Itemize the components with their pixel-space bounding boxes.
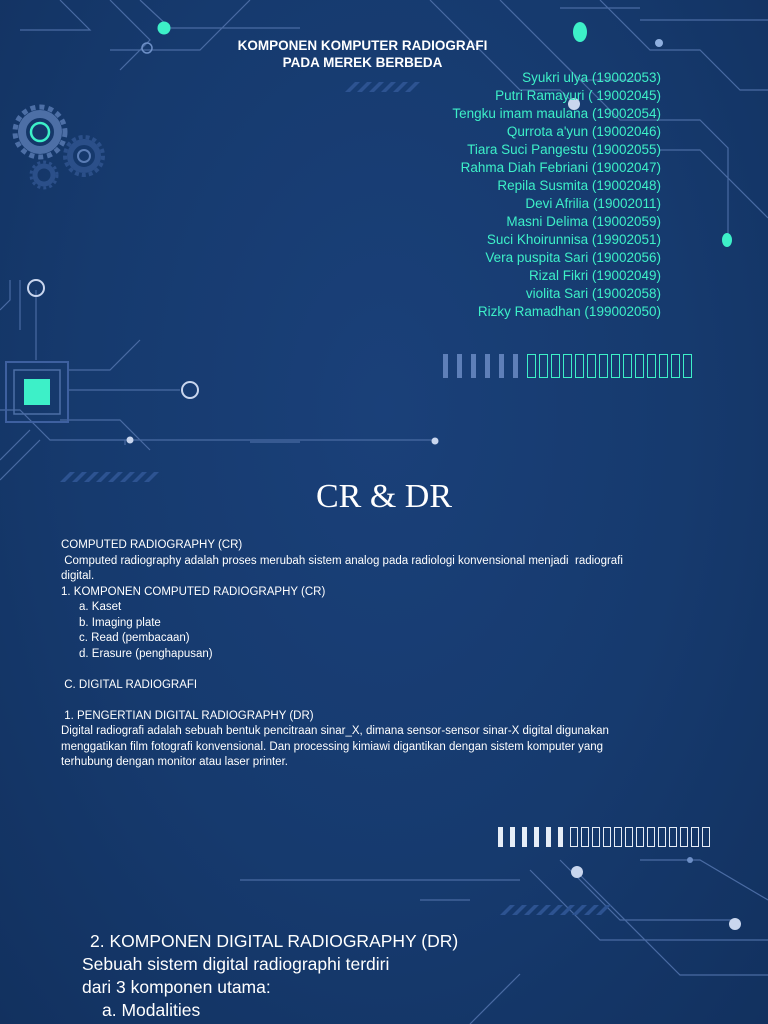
accent-dot — [573, 22, 587, 42]
document-body — [61, 538, 711, 771]
author-item: Rizal Fikri (19002049) — [528, 268, 661, 283]
accent-dot — [722, 233, 732, 247]
author-item: violita Sari (19002058) — [525, 286, 661, 301]
title-line-2: PADA MEREK BERBEDA — [282, 55, 443, 70]
author-item: Masni Delima (19002059) — [506, 214, 661, 229]
title-line-1: KOMPONEN KOMPUTER RADIOGRAFI — [237, 38, 488, 53]
dr-components-title: 2. KOMPONEN DIGITAL RADIOGRAPHY (DR) — [90, 931, 459, 951]
dr-definition-line: menggatikan film fotografi konvensional. Dan processing kimiawi digantikan dengan sistem komputer yang — [61, 740, 604, 753]
cr-definition-line: Computed radiography adalah proses merubah sistem analog pada radiologi konvensional menjadi radiografi — [61, 554, 623, 567]
dr-components-intro: Sebuah sistem digital radiographi terdiri — [82, 954, 390, 974]
section-heading: CR & DR — [315, 478, 453, 515]
cr-title: COMPUTED RADIOGRAPHY (CR) — [61, 539, 243, 551]
cr-components-title: 1. KOMPONEN COMPUTED RADIOGRAPHY (CR) — [61, 585, 326, 598]
author-item: Rahma Diah Febriani (19002047) — [460, 160, 661, 175]
dr-definition-line: Digital radiografi adalah sebuah bentuk pencitraan sinar_X, dimana sensor-sensor sinar-X digital digunakan — [61, 725, 609, 737]
author-item: Repila Susmita (19002048) — [497, 178, 661, 193]
cr-component-item: c. Read (pembacaan) — [79, 632, 190, 644]
dr-definition-line: terhubung dengan monitor atau laser printer. — [61, 756, 288, 768]
cr-component-item: b. Imaging plate — [79, 616, 161, 629]
chip-icon — [6, 280, 198, 422]
gear-icon — [22, 114, 58, 150]
author-list — [452, 69, 661, 321]
dr-components-intro: dari 3 komponen utama: — [82, 977, 271, 997]
document-title — [200, 37, 525, 71]
author-item: Vera puspita Sari (19002056) — [485, 250, 661, 265]
cr-component-item: a. Kaset — [79, 601, 122, 613]
author-item: Tengku imam maulana (19002054) — [452, 106, 661, 121]
accent-dot — [158, 22, 171, 35]
decorative-bars-top — [443, 354, 695, 378]
dr-components-section — [82, 930, 458, 1022]
dr-definition-title: 1. PENGERTIAN DIGITAL RADIOGRAPHY (DR) — [61, 709, 314, 722]
dr-section-title: C. DIGITAL RADIOGRAFI — [61, 678, 198, 691]
author-item: Syukri ulya (19002053) — [522, 70, 661, 85]
gear-icon — [70, 142, 98, 170]
author-item: Putri Ramayuri ( 19002045) — [495, 88, 661, 103]
author-item: Qurrota a'yun (19002046) — [506, 124, 661, 139]
author-item: Tiara Suci Pangestu (19002055) — [467, 142, 661, 157]
cr-component-item: d. Erasure (penghapusan) — [79, 647, 213, 660]
gear-icon — [35, 166, 53, 184]
author-item: Devi Afrilia (19002011) — [525, 196, 661, 211]
decorative-bars-bottom — [498, 827, 713, 847]
author-item: Rizky Ramadhan (199002050) — [477, 304, 661, 319]
cr-definition-line: digital. — [61, 570, 95, 582]
dr-component-item: a. Modalities — [102, 1000, 201, 1020]
author-item: Suci Khoirunnisa (19902051) — [486, 232, 661, 247]
